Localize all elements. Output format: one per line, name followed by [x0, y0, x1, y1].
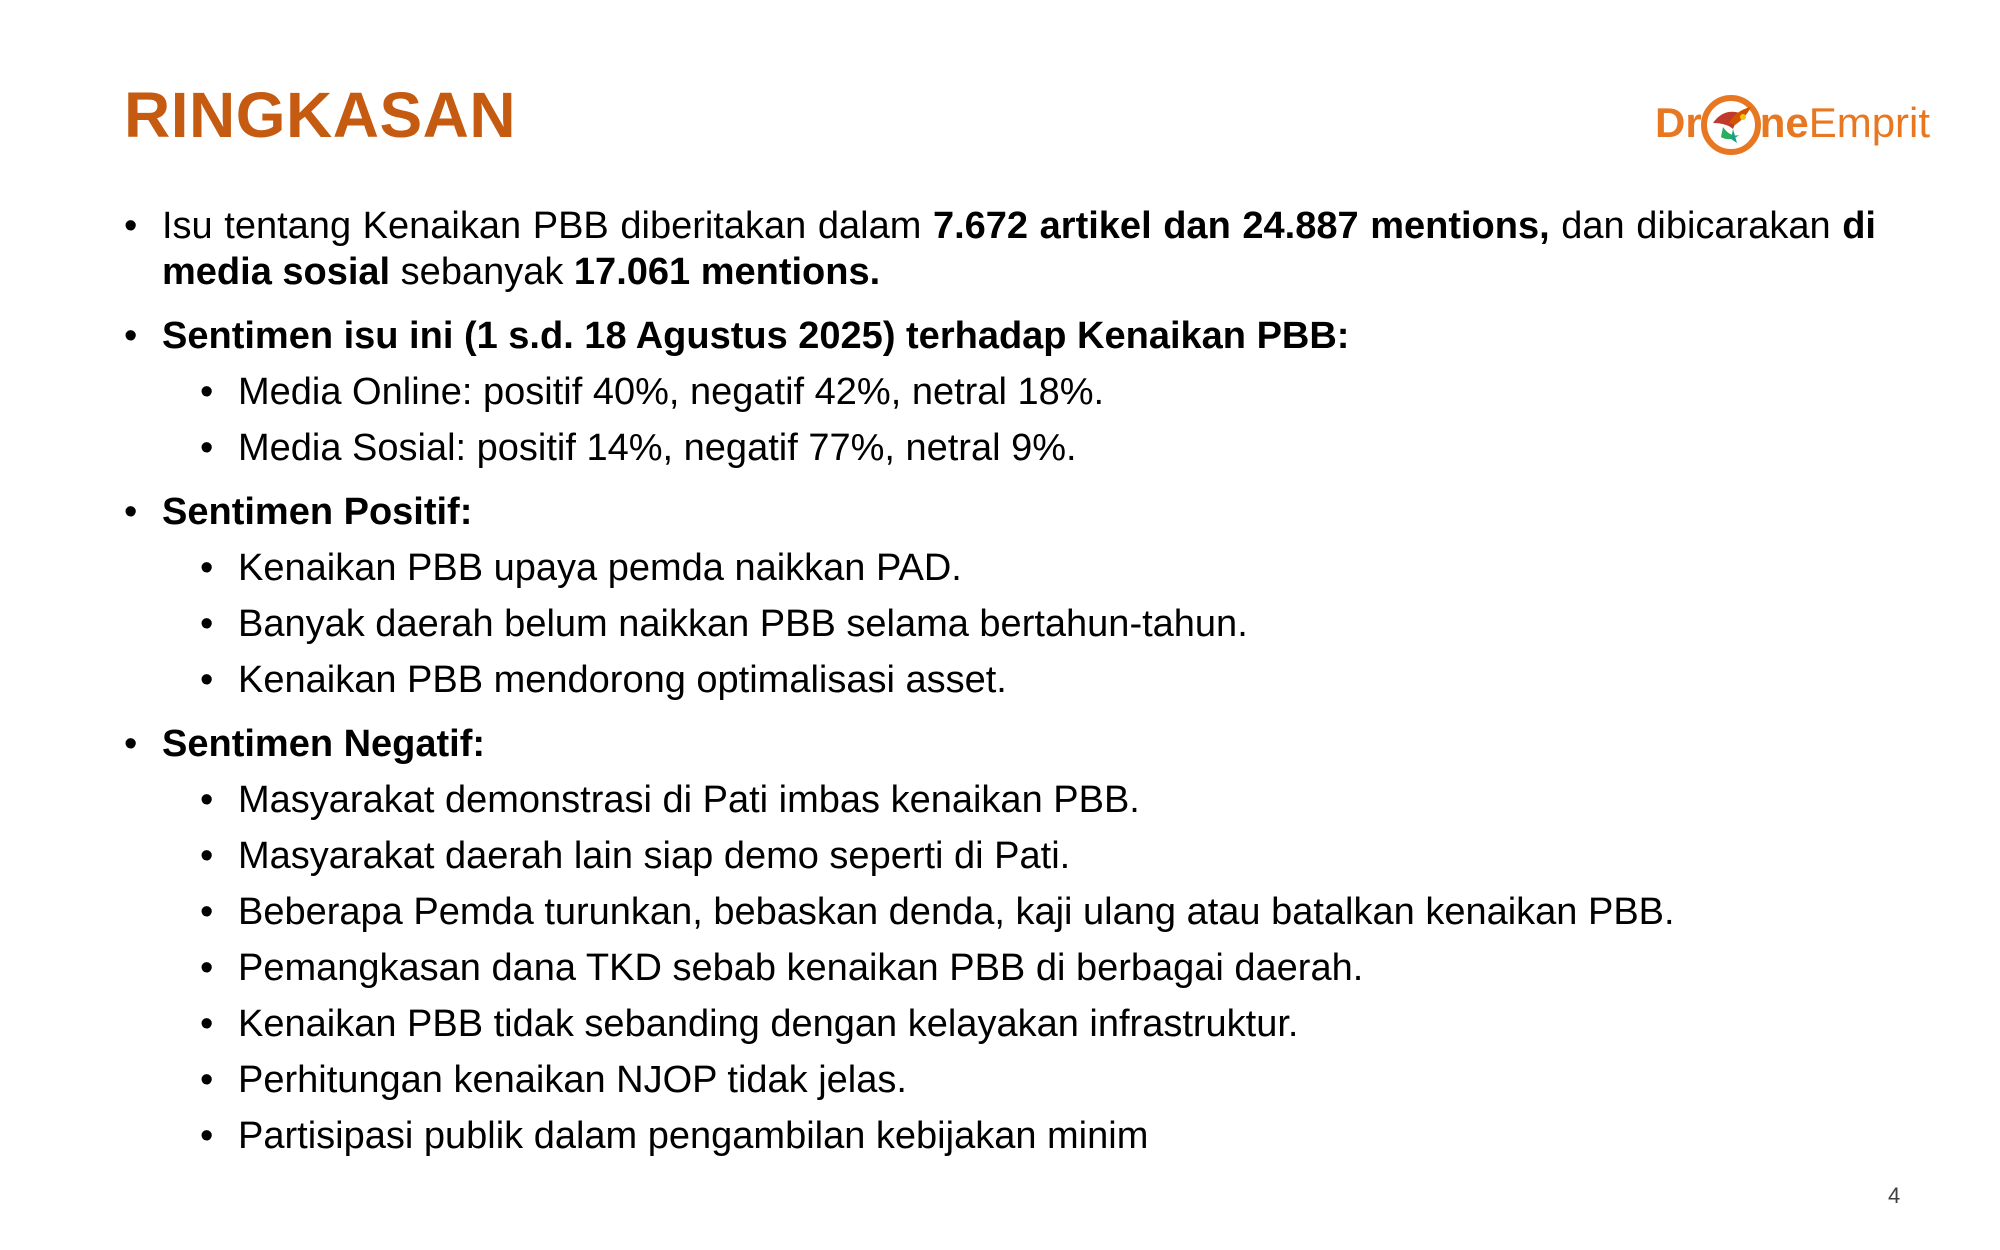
- coverage-social-media: di media sosial: [162, 205, 1876, 293]
- negative-item: [200, 1057, 1876, 1103]
- bullet-icon: •: [124, 205, 138, 247]
- bullet-icon: •: [200, 427, 214, 469]
- bullet-icon: •: [200, 1003, 214, 1045]
- summary-bullet-positive: [124, 489, 1876, 535]
- positive-item-text: Kenaikan PBB upaya pemda naikkan PAD.: [238, 547, 962, 589]
- negative-item-text: Beberapa Pemda turunkan, bebaskan denda, kaji ulang atau batalkan kenaikan PBB.: [238, 891, 1675, 933]
- positive-item: [200, 545, 1876, 591]
- coverage-text-2: dan dibicarakan: [1549, 205, 1843, 247]
- negative-item: [200, 1113, 1876, 1159]
- coverage-social-mentions: 17.061 mentions.: [573, 251, 881, 293]
- negative-item-text: Masyarakat demonstrasi di Pati imbas kenaikan PBB.: [238, 779, 1140, 821]
- logo-text-dr: Dr: [1655, 99, 1702, 146]
- negative-item: [200, 945, 1876, 991]
- negative-item-text: Masyarakat daerah lain siap demo seperti di Pati.: [238, 835, 1071, 877]
- page-number: 4: [1888, 1183, 1901, 1208]
- bullet-icon: •: [124, 491, 138, 533]
- bullet-icon: •: [200, 603, 214, 645]
- negative-item-text: Kenaikan PBB tidak sebanding dengan kelayakan infrastruktur.: [238, 1003, 1299, 1045]
- logo-text-ne: ne: [1759, 99, 1809, 146]
- positive-item-text: Banyak daerah belum naikkan PBB selama bertahun-tahun.: [238, 603, 1248, 645]
- drone-bird-logo-icon: [1699, 93, 1763, 157]
- negative-item: [200, 889, 1876, 935]
- sentiment-online: Media Online: positif 40%, negatif 42%, netral 18%.: [238, 371, 1105, 413]
- bullet-icon: •: [200, 1059, 214, 1101]
- sentiment-item: [200, 425, 1876, 471]
- negative-item-text: Perhitungan kenaikan NJOP tidak jelas.: [238, 1059, 907, 1101]
- coverage-articles-mentions: 7.672 artikel dan 24.887 mentions,: [932, 205, 1550, 247]
- bullet-icon: •: [200, 947, 214, 989]
- bullet-icon: •: [200, 1115, 214, 1157]
- negative-item: [200, 1001, 1876, 1047]
- coverage-text-1: Isu tentang Kenaikan PBB diberitakan dalam: [162, 205, 933, 247]
- bullet-icon: •: [200, 659, 214, 701]
- negative-item: [200, 777, 1876, 823]
- bullet-icon: •: [124, 315, 138, 357]
- negative-item: [200, 833, 1876, 879]
- summary-bullet-sentiment: [124, 313, 1876, 359]
- summary-bullet-coverage: [124, 203, 1876, 295]
- slide-title: RINGKASAN: [124, 79, 517, 151]
- negative-item-text: Partisipasi publik dalam pengambilan kebijakan minim: [238, 1115, 1149, 1157]
- coverage-text: [162, 203, 1876, 295]
- coverage-text-3: sebanyak: [390, 251, 574, 293]
- negative-heading: Sentimen Negatif:: [162, 723, 486, 765]
- negative-item-text: Pemangkasan dana TKD sebab kenaikan PBB di berbagai daerah.: [238, 947, 1364, 989]
- summary-content: [124, 203, 1876, 1159]
- bullet-icon: •: [124, 723, 138, 765]
- drone-emprit-logo: [1655, 88, 1935, 158]
- bullet-icon: •: [200, 779, 214, 821]
- bullet-icon: •: [200, 371, 214, 413]
- summary-bullet-negative: [124, 721, 1876, 767]
- sentiment-heading: Sentimen isu ini (1 s.d. 18 Agustus 2025) terhadap Kenaikan PBB:: [162, 315, 1350, 357]
- bullet-icon: •: [200, 891, 214, 933]
- bullet-icon: •: [200, 547, 214, 589]
- positive-heading: Sentimen Positif:: [162, 491, 473, 533]
- positive-item: [200, 601, 1876, 647]
- sentiment-item: [200, 369, 1876, 415]
- sentiment-social: Media Sosial: positif 14%, negatif 77%, netral 9%.: [238, 427, 1077, 469]
- positive-item-text: Kenaikan PBB mendorong optimalisasi asset.: [238, 659, 1007, 701]
- bullet-icon: •: [200, 835, 214, 877]
- positive-item: [200, 657, 1876, 703]
- logo-text-emprit: Emprit: [1808, 99, 1931, 146]
